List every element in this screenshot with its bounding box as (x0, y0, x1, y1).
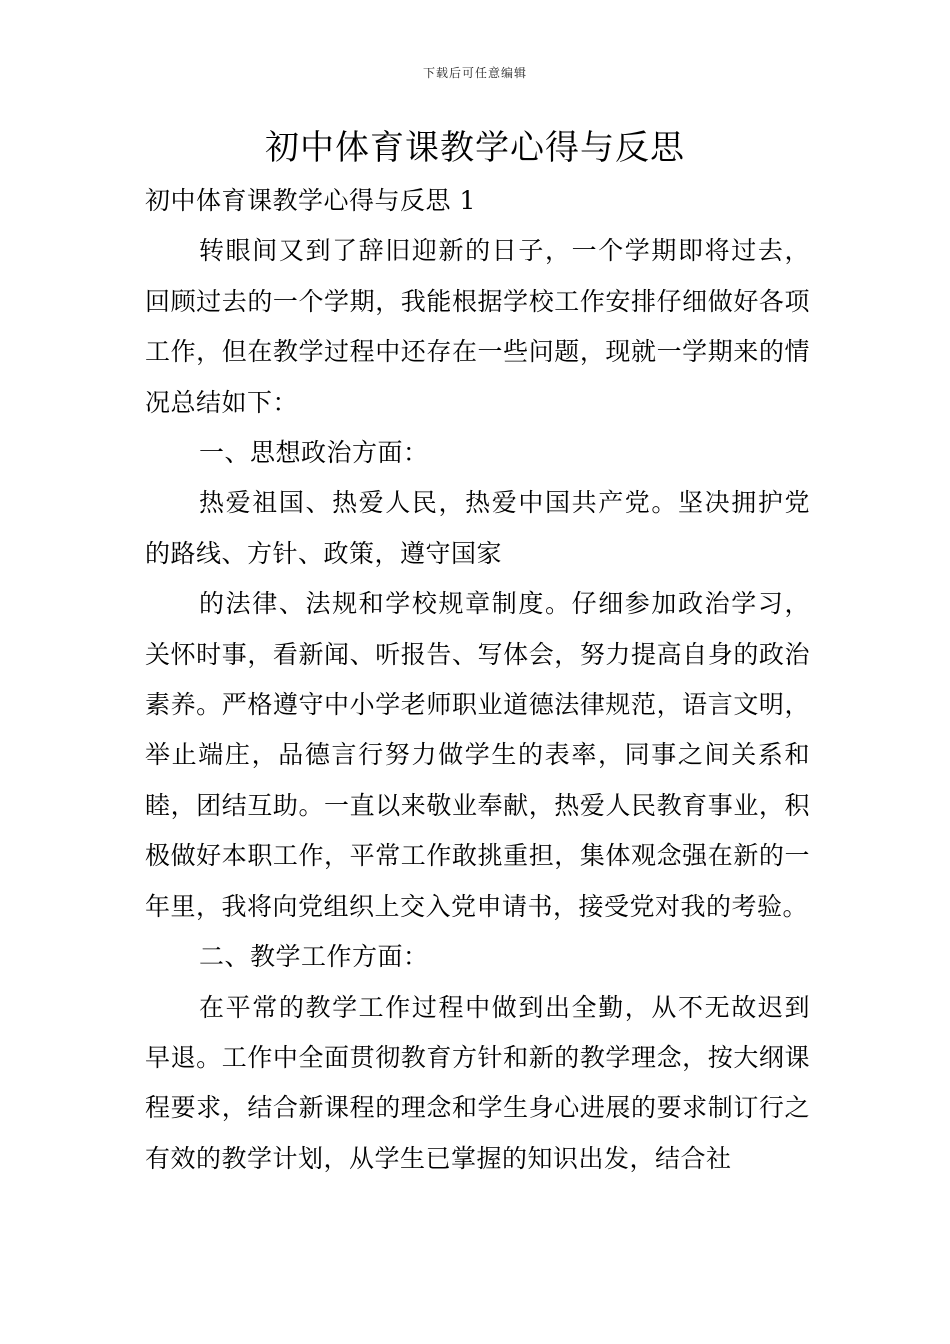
section-heading-politics: 一、思想政治方面： (199, 438, 429, 468)
header-note: 下载后可任意编辑 (422, 66, 527, 80)
paragraph-teaching-1: 在平常的教学工作过程中做到出全勤，从不无故迟到早退。工作中全面贯彻教育方针和新的教学理念，按大纲课程要求，结合新课程的理念和学生身心进展的要求制订行之有效的教学计划，从学生已掌握的知识出发，结合社 (145, 992, 810, 1173)
paragraph-politics-1: 热爱祖国、热爱人民，热爱中国共产党。坚决拥护党的路线、方针、政策，遵守国家 (145, 488, 810, 568)
paragraph-politics-2: 的法律、法规和学校规章制度。仔细参加政治学习，关怀时事，看新闻、听报告、写体会，努力提高自身的政治素养。严格遵守中小学老师职业道德法律规范，语言文明，举止端庄，品德言行努力做学生的表率，同事之间关系和睦，团结互助。一直以来敬业奉献，热爱人民教育事业，积极做好本职工作，平常工作敢挑重担，集体观念强在新的一年里，我将向党组织上交入党申请书，接受党对我的考验。 (145, 589, 810, 921)
document-body (145, 176, 810, 1184)
paragraph-intro: 转眼间又到了辞旧迎新的日子，一个学期即将过去，回顾过去的一个学期，我能根据学校工作安排仔细做好各项工作，但在教学过程中还存在一些问题，现就一学期来的情况总结如下： (145, 236, 810, 417)
section-subtitle: 初中体育课教学心得与反思 1 (145, 186, 476, 215)
section-heading-teaching: 二、教学工作方面： (199, 942, 429, 972)
document-title: 初中体育课教学心得与反思 (265, 128, 685, 168)
